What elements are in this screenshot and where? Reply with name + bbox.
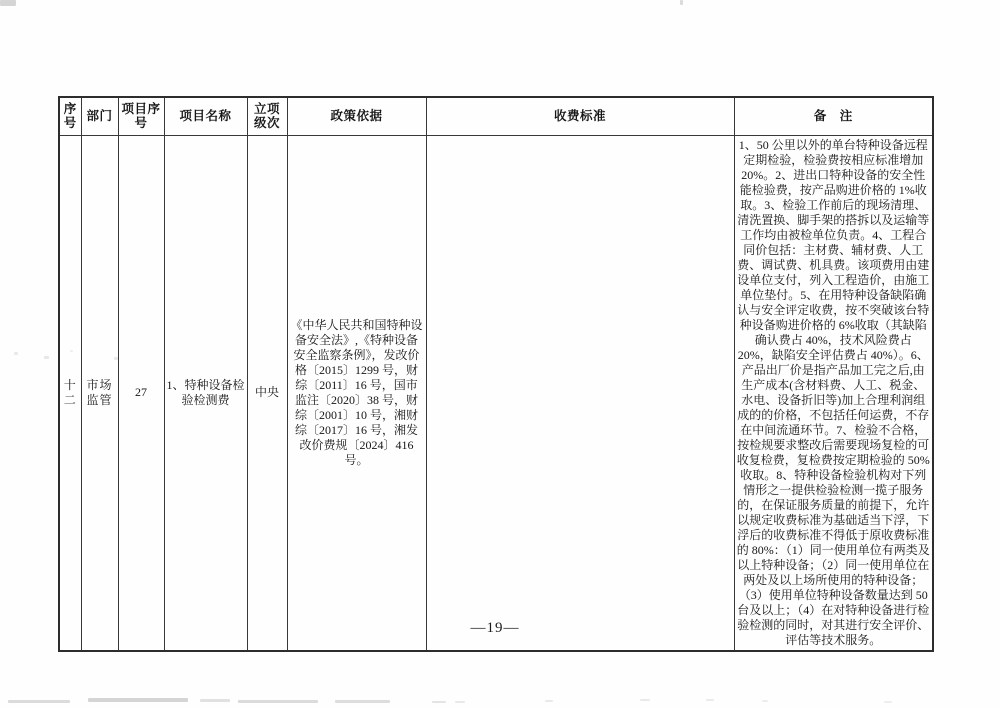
scan-noise	[8, 700, 70, 703]
scan-noise	[432, 701, 446, 703]
cell-fee-standard	[426, 135, 734, 651]
scan-noise	[200, 699, 230, 702]
header-row	[59, 97, 933, 135]
cell-project-name: 1、特种设备检验检测费	[164, 135, 247, 651]
cell-policy-basis: 《中华人民共和国特种设备安全法》,《特种设备安全监察条例》，发改价格〔2015〕1299 号，财综〔2011〕16 号，国市监注〔2020〕38 号，财综〔2001〕10 号，湘财综〔2017〕16 号，湘发改价费规〔2024〕416 号。	[287, 135, 426, 651]
header-project-name: 项目名称	[164, 97, 247, 135]
scan-noise	[335, 700, 390, 703]
scan-noise	[70, 350, 73, 352]
scan-noise	[884, 701, 892, 703]
scan-noise	[762, 700, 768, 702]
cell-approval-level: 中央	[247, 135, 287, 651]
header-project-number: 项目序号	[118, 97, 164, 135]
header-policy-basis: 政策依据	[287, 97, 426, 135]
page-number: —19—	[470, 620, 520, 636]
table-row	[59, 135, 933, 651]
scan-noise	[44, 356, 49, 359]
header-serial-number: 序号	[59, 97, 81, 135]
scan-noise	[114, 357, 118, 360]
header-department: 部门	[81, 97, 118, 135]
scan-noise	[0, 0, 16, 6]
cell-remarks: 1、50 公里以外的单台特种设备远程定期检验，检验费按相应标准增加 20%。2、进出口特种设备的安全性能检验费，按产品购进价格的 1%收取。3、检验工作前后的现场清理、清洗置换、脚手架的搭拆以及运输等工作均由被检单位负责。4、工程合同价包括：主材费、辅材费、人工费、调试费、机具费。该项费用由建设单位支付，列入工程造价，由施工单位垫付。5、在用特种设备缺陷确认与安全评定收费，按不突破该台特种设备购进价格的 6%收取（其缺陷确认费占 40%，技术风险费占 20%，缺陷安全评估费占 40%）。6、产品出厂价是指产品加工完之后,由生产成本(含材料费、人工、税金、水电、设备折旧等)加上合理利润组成的的价格，不包括任何运费，不存在中间流通环节。7、检验不合格，按检规要求整改后需要现场复检的可收复检费，复检费按定期检验的 50%收取。8、特种设备检验机构对下列情形之一提供检验检测一揽子服务的，在保证服务质量的前提下，允许以规定收费标准为基础适当下浮，下浮后的收费标准不得低于原收费标准的 80%：（1）同一使用单位有两类及以上特种设备；（2）同一使用单位在两处及以上场所使用的特种设备；（3）使用单位特种设备数量达到 50 台及以上；（4）在对特种设备进行检验检测的同时，对其进行安全评价、评估等技术服务。	[734, 135, 933, 651]
scan-noise	[88, 698, 188, 702]
header-approval-level: 立项级次	[247, 97, 287, 135]
scan-noise	[680, 0, 683, 5]
scan-noise	[640, 699, 650, 701]
scan-noise	[14, 352, 18, 355]
scan-noise	[238, 700, 318, 703]
cell-project-number: 27	[118, 135, 164, 651]
scan-noise	[706, 699, 714, 701]
header-remarks: 备 注	[734, 97, 933, 135]
scan-noise	[545, 700, 553, 702]
header-fee-standard: 收费标准	[426, 97, 734, 135]
fee-standard-table	[58, 96, 934, 652]
cell-serial-number: 十二	[59, 135, 81, 651]
scan-noise	[455, 701, 465, 703]
cell-department: 市场监管	[81, 135, 118, 651]
